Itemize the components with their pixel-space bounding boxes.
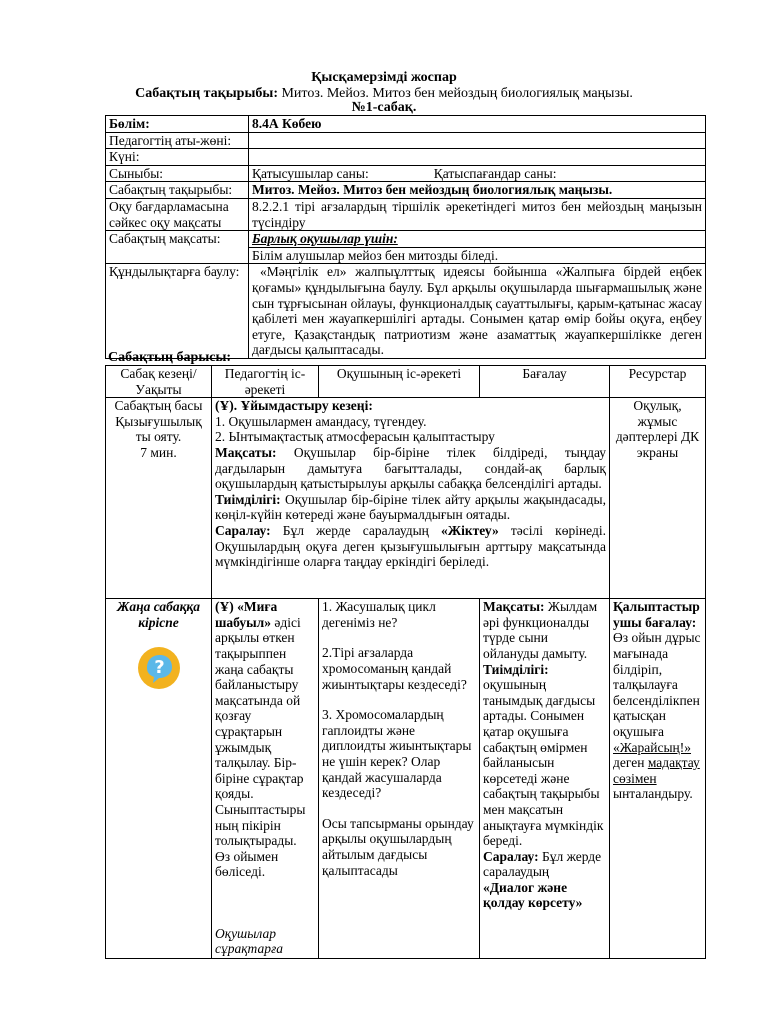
absent-label: Қатыспағандар саны:: [433, 165, 557, 181]
header-assessment: Бағалау: [480, 366, 610, 398]
org-item-2: 2. Ынтымақтастық атмосферасын қалыптастыру: [215, 429, 495, 445]
question-1: 1. Жасушалық цикл дегеніміз не?: [322, 599, 436, 630]
question-3: 3. Хромосомалардың гаплоидты және диплоидты жиынтықтары не үшін керек? Олар қандай жасушаларда кездеседі?: [322, 707, 472, 801]
attendance-cell: [249, 165, 706, 182]
method-description: (Ұ) «Миға шабуыл» әдісі арқылы өткен тақырыппен жаңа сабақты байланыстыру мақсатында ой қозғау сұрақтарын ұжымдық талқылау. Бір-біріне сұрақтар қояды. Сыныптастыры ның пікірін толықтырады. Өз ойымен бөліседі.: [215, 599, 306, 880]
progress-title: Сабақтың барысы:: [108, 350, 232, 365]
lesson-progress-table: [105, 365, 706, 959]
row2-assessment: [480, 599, 610, 959]
header-student: Оқушының іс-әрекеті: [319, 366, 480, 398]
question-bubble-icon: [137, 646, 181, 690]
row1-differentiation: Саралау: Бұл жерде саралаудың «Жіктеу» тәсілі көрінеді. Оқушылардың оқуға деген қызығушылығын арттыру мақсатында мүмкіндігінше оларға таңдау еркіндігі беріледі.: [215, 522, 606, 570]
row1-goal: Мақсаты: Оқушылар бір-біріне тілек білдіреді, тыңдау дағдыларын дамытуға бағытталады, сондай-ақ барлық оқушылардың қатыстырылуы арқылы сабаққа белсенділігі артады.: [215, 444, 606, 492]
row1-stage-time: 7 мин.: [140, 444, 177, 460]
objectives-value: 8.2.2.1 тірі ағзалардың тіршілік әрекетіндегі митоз бен мейоздың маңызын түсіндіру: [249, 198, 706, 230]
section-value: 8.4А Көбею: [249, 116, 706, 133]
row1-activity: [212, 398, 610, 599]
row2-goal: Мақсаты: Жылдам әрі функционалды түрде сыни ойлануды дамыту.: [483, 599, 598, 661]
row1-stage-line2: Қызығушылық ты ояту.: [115, 413, 202, 445]
values-label: Құндылықтарға баулу:: [106, 264, 249, 359]
row1-resources: Оқулық, жұмыс дәптерлері ДК экраны: [610, 398, 706, 599]
row2-differentiation: Саралау: Бұл жерде саралаудың: [483, 848, 602, 880]
org-item-1: 1. Оқушылармен амандасу, түгендеу.: [215, 413, 427, 429]
lesson-number: №1-сабақ.: [351, 100, 417, 115]
row1-stage-line1: Сабақтың басы: [114, 398, 203, 414]
row2-student: [319, 599, 480, 959]
org-title: (Ұ). Ұйымдастыру кезеңі:: [215, 398, 373, 414]
aim-label: Сабақтың мақсаты:: [106, 231, 249, 264]
header-teacher: Педагогтің іс-әрекеті: [212, 366, 319, 398]
topic-row-label: Сабақтың тақырыбы:: [106, 182, 249, 199]
question-summary: Осы тапсырманы орындау арқылы оқушылардың айтылым дағдысы қалыптасады: [322, 815, 474, 878]
aim-all-students: Барлық оқушылар үшін:: [252, 231, 398, 247]
class-label: Сыныбы:: [106, 165, 249, 182]
present-label: Қатысушылар саны:: [252, 165, 369, 181]
date-label: Күні:: [106, 149, 249, 166]
row2-effectiveness: Тиімділігі: оқушының танымдық дағдысы артады. Сонымен қатар оқушыға сабақтың өмірмен байланысын көрсетеді және сабақтың тақырыбы мен мақсатын анықтауға мүмкіндік береді.: [483, 661, 604, 849]
row2-teacher: [212, 599, 319, 959]
document-title: Қысқамерзімді жоспар: [311, 70, 457, 85]
method-note: Оқушылар сұрақтарға: [215, 925, 283, 957]
section-label: Бөлім:: [106, 116, 249, 133]
formative-label: Қалыптастыр ушы бағалау:: [613, 599, 700, 630]
header-resources: Ресурстар: [610, 366, 706, 398]
formative-text: Өз ойын дұрыс мағынада білдіріп, талқылауға белсенділікпен қатысқан оқушыға «Жарайсың!» деген мадақтау сөзімен ынталандыру.: [613, 630, 701, 802]
row2-resources: [610, 599, 706, 959]
row2-stage-label: Жаңа сабаққа кіріспе: [116, 599, 201, 630]
lesson-info-table: [105, 115, 706, 359]
teacher-label: Педагогтің аты-жөні:: [106, 132, 249, 149]
objectives-label: Оқу бағдарламасына сәйкес оқу мақсаты: [106, 198, 249, 230]
topic-label: Сабақтың тақырыбы:: [135, 86, 278, 101]
header-stage: Сабақ кезеңі/Уақыты: [106, 366, 212, 398]
row1-effectiveness: Тиімділігі: Оқушылар бір-біріне тілек айту арқылы жақындасады, көңіл-күйін көтереді және бауырмалдығын оятады.: [215, 491, 606, 523]
row1-stage: [106, 398, 212, 599]
teacher-value: [249, 132, 706, 149]
topic-value: Митоз. Мейоз. Митоз бен мейоздың биологиялық маңызы.: [277, 86, 633, 101]
question-2: 2.Тірі ағзаларда хромосоманың қандай жиынтықтары кездеседі?: [322, 645, 467, 692]
topic-row-value: Митоз. Мейоз. Митоз бен мейоздың биологиялық маңызы.: [249, 182, 706, 199]
values-value: «Мәңгілік ел» жалпыұлттық идеясы бойынша «Жалпыға бірдей еңбек қоғамы» құндылығына баулу. Бұл арқылы оқушыларда шығармашылық және сын тұрғысынан ойлауы, функционалдық сауаттылығы, қарым-қатынас жасау қабілеті мен жауапкершілігі артады. Сонымен қатар өмір бойы оқуға, еңбеу етуге, Қазақстандық патриотизм және азаматтық жауапкершілікке деген дағдысы қалыптасады.: [249, 264, 706, 359]
row2-stage: [106, 599, 212, 959]
aim-cell: [249, 231, 706, 264]
row2-diff-method: «Диалог және қолдау көрсету»: [483, 879, 583, 911]
svg-text:?: ?: [153, 657, 165, 679]
date-value: [249, 149, 706, 166]
aim-value: Білім алушылар мейоз бен митозды біледі.: [249, 247, 705, 264]
